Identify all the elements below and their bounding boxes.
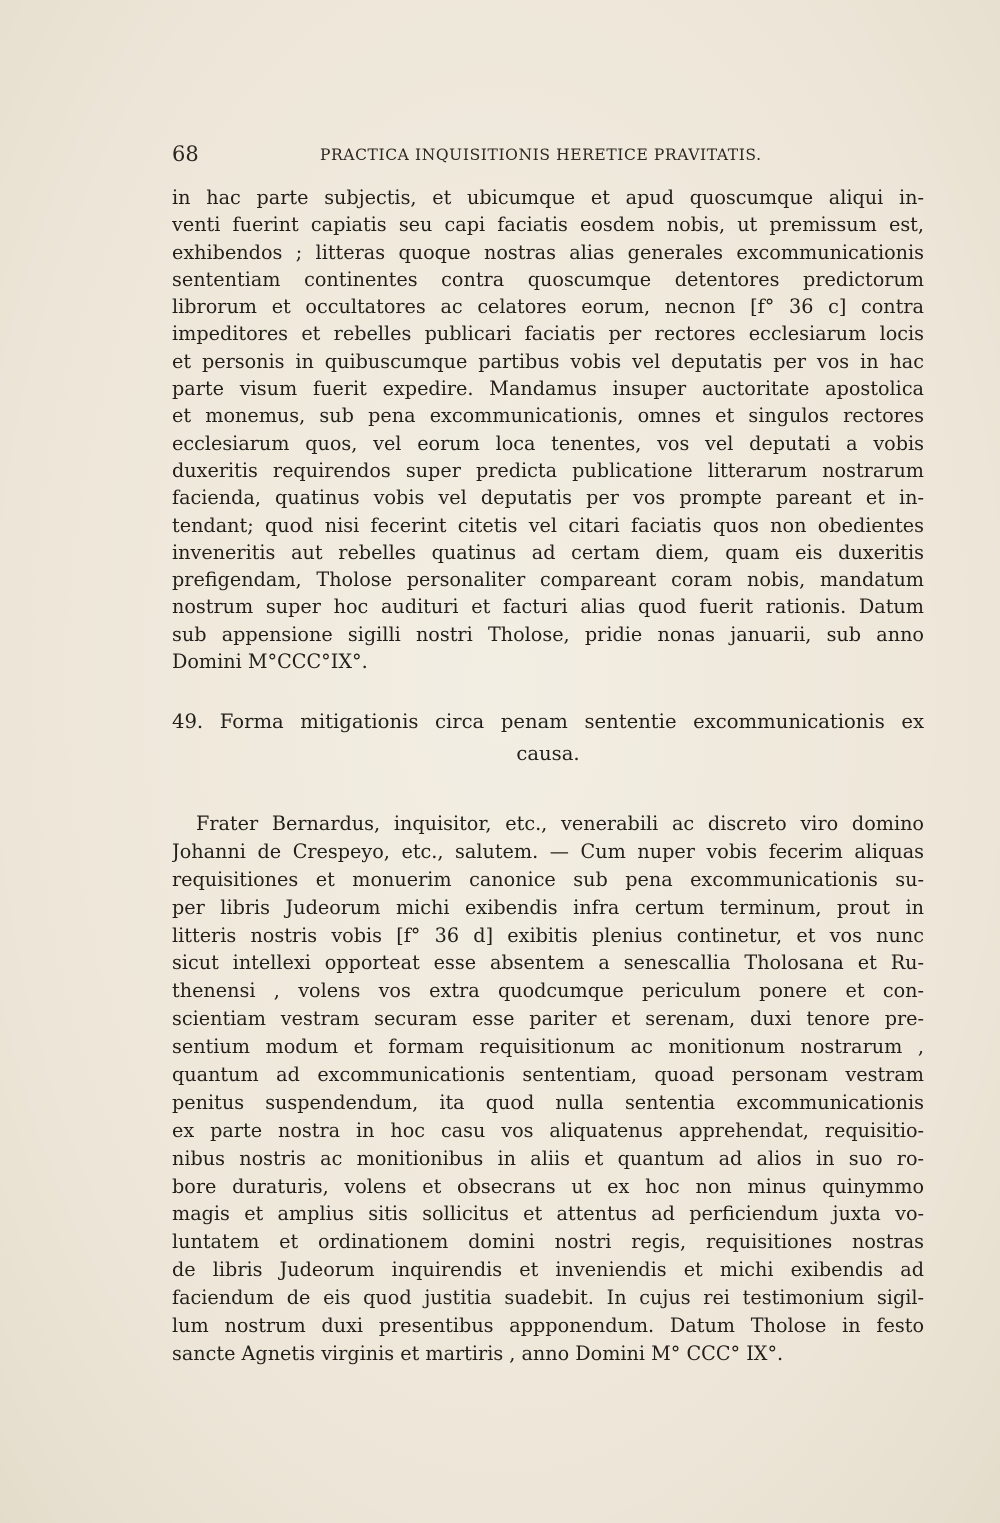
text-line: luntatem et ordinationem domini nostri regis, requisitiones nostras — [172, 1230, 924, 1254]
text-line: ex parte nostra in hoc casu vos aliquatenus apprehendat, requisitio- — [172, 1118, 924, 1142]
paragraph-letter — [172, 810, 924, 1368]
text-line: thenensi , volens vos extra quodcumque periculum ponere et con- — [172, 979, 924, 1003]
text-line: exhibendos ; litteras quoque nostras alias generales excommunicationis — [172, 240, 924, 264]
text-line: litteris nostris vobis [f° 36 d] exibitis plenius continetur, et vos nunc — [172, 923, 924, 947]
text-line: Johanni de Crespeyo, etc., salutem. — Cum nuper vobis fecerim aliquas — [172, 839, 924, 863]
paragraph-continued — [172, 184, 924, 675]
text-line: tendant; quod nisi fecerint citetis vel citari faciatis quos non obedientes — [172, 513, 924, 537]
text-line: facienda, quatinus vobis vel deputatis per vos prompte pareant et in- — [172, 486, 924, 510]
text-line: sentium modum et formam requisitionum ac monitionum nostrarum , — [172, 1035, 924, 1059]
text-line: sententiam continentes contra quoscumque detentores predictorum — [172, 267, 924, 291]
text-line: sancte Agnetis virginis et martiris , anno Domini M° CCC° IX°. — [172, 1341, 784, 1365]
text-line: quantum ad excommunicationis sententiam, quoad personam vestram — [172, 1063, 924, 1087]
text-line: sicut intellexi opporteat esse absentem a senescallia Tholosana et Ru- — [172, 951, 924, 975]
section-heading — [172, 706, 924, 770]
section-heading-line: causa. — [516, 742, 580, 765]
text-line: nibus nostris ac monitionibus in aliis et quantum ad alios in suo ro- — [172, 1146, 924, 1170]
text-line: scientiam vestram securam esse pariter et serenam, duxi tenore pre- — [172, 1007, 924, 1031]
text-line: bore duraturis, volens et obsecrans ut ex hoc non minus quinymmo — [172, 1174, 924, 1198]
text-line: et personis in quibuscumque partibus vobis vel deputatis per vos in hac — [172, 349, 924, 373]
page-number: 68 — [172, 142, 199, 166]
text-line: faciendum de eis quod justitia suadebit. In cujus rei testimonium sigil- — [172, 1286, 924, 1310]
page-header — [172, 142, 924, 172]
text-line: impeditores et rebelles publicari faciatis per rectores ecclesiarum locis — [172, 322, 924, 346]
text-line: duxeritis requirendos super predicta publicatione litterarum nostrarum — [172, 458, 924, 482]
text-line: ecclesiarum quos, vel eorum loca tenentes, vos vel deputati a vobis — [172, 431, 924, 455]
text-line: penitus suspendendum, ita quod nulla sententia excommunicationis — [172, 1090, 924, 1114]
text-line: et monemus, sub pena excommunicationis, omnes et singulos rectores — [172, 404, 924, 428]
section-heading-line: 49. Forma mitigationis circa penam sententie excommunicationis ex — [172, 710, 924, 733]
text-line: inveneritis aut rebelles quatinus ad certam diem, quam eis duxeritis — [172, 540, 924, 564]
text-line: sub appensione sigilli nostri Tholose, pridie nonas januarii, sub anno — [172, 622, 924, 646]
text-line: venti fuerint capiatis seu capi faciatis eosdem nobis, ut premissum est, — [172, 213, 924, 237]
text-line: Domini M°CCC°IX°. — [172, 650, 368, 674]
text-line: parte visum fuerit expedire. Mandamus insuper auctoritate apostolica — [172, 377, 924, 401]
text-line: lum nostrum duxi presentibus appponendum. Datum Tholose in festo — [172, 1314, 924, 1338]
text-line: magis et amplius sitis sollicitus et attentus ad perficiendum juxta vo- — [172, 1202, 924, 1226]
text-line: per libris Judeorum michi exibendis infra certum terminum, prout in — [172, 895, 924, 919]
text-line: in hac parte subjectis, et ubicumque et apud quoscumque aliqui in- — [172, 186, 924, 209]
running-title: PRACTICA INQUISITIONIS HERETICE PRAVITATIS. — [320, 146, 762, 164]
text-line: requisitiones et monuerim canonice sub pena excommunicationis su- — [172, 867, 924, 891]
text-line: nostrum super hoc audituri et facturi alias quod fuerit rationis. Datum — [172, 595, 924, 619]
text-line: librorum et occultatores ac celatores eorum, necnon [f° 36 c] contra — [172, 295, 924, 319]
text-line: Frater Bernardus, inquisitor, etc., venerabili ac discreto viro domino — [196, 812, 924, 835]
text-line: prefigendam, Tholose personaliter compareant coram nobis, mandatum — [172, 568, 924, 592]
text-line: de libris Judeorum inquirendis et inveniendis et michi exibendis ad — [172, 1258, 924, 1282]
